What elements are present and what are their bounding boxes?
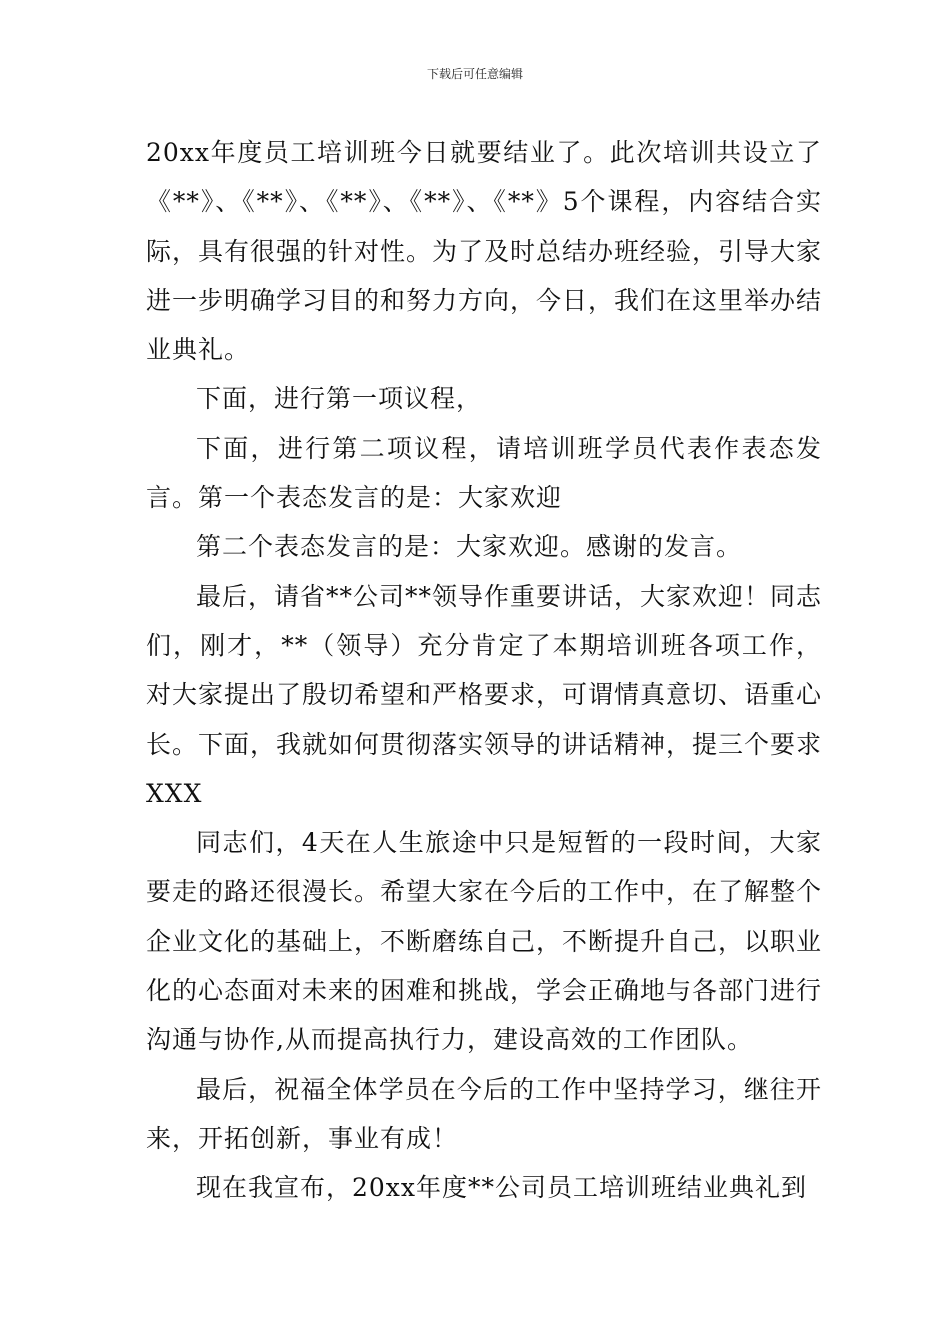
paragraph-intro: 20xx年度员工培训班今日就要结业了。此次培训共设立了《**》、《**》、《**》、《**》、《**》5个课程，内容结合实际，具有很强的针对性。为了及时总结办班经验，引导大家进一步明确学习目的和努力方向，今日，我们在这里举办结业典礼。 [146, 138, 823, 365]
paragraph-encouragement: 同志们，4天在人生旅途中只是短暂的一段时间，大家要走的路还很漫长。希望大家在今后的工作中，在了解整个企业文化的基础上，不断磨练自己，不断提升自己，以职业化的心态面对未来的困难和挑战，学会正确地与各部门进行沟通与协作,从而提高执行力，建设高效的工作团队。 [146, 828, 823, 1055]
paragraph-agenda-1: 下面，进行第一项议程， [196, 384, 483, 414]
page-header-note: 下载后可任意编辑 [426, 67, 523, 81]
document-body [146, 128, 822, 1213]
paragraph-agenda-2: 下面，进行第二项议程，请培训班学员代表作表态发言。第一个表态发言的是：大家欢迎 [146, 433, 822, 513]
paragraph-closing: 现在我宣布，20xx年度**公司员工培训班结业典礼到 [196, 1173, 808, 1203]
paragraph-leader-speech: 最后，请省**公司**领导作重要讲话，大家欢迎！同志们，刚才，**（领导）充分肯定了本期培训班各项工作，对大家提出了殷切希望和严格要求，可谓情真意切、语重心长。下面，我就如何贯彻落实领导的讲话精神，提三个要求XXX [146, 581, 823, 808]
paragraph-second-speaker: 第二个表态发言的是：大家欢迎。感谢的发言。 [196, 532, 743, 562]
paragraph-blessing: 最后，祝福全体学员在今后的工作中坚持学习，继往开来，开拓创新，事业有成！ [146, 1074, 822, 1153]
